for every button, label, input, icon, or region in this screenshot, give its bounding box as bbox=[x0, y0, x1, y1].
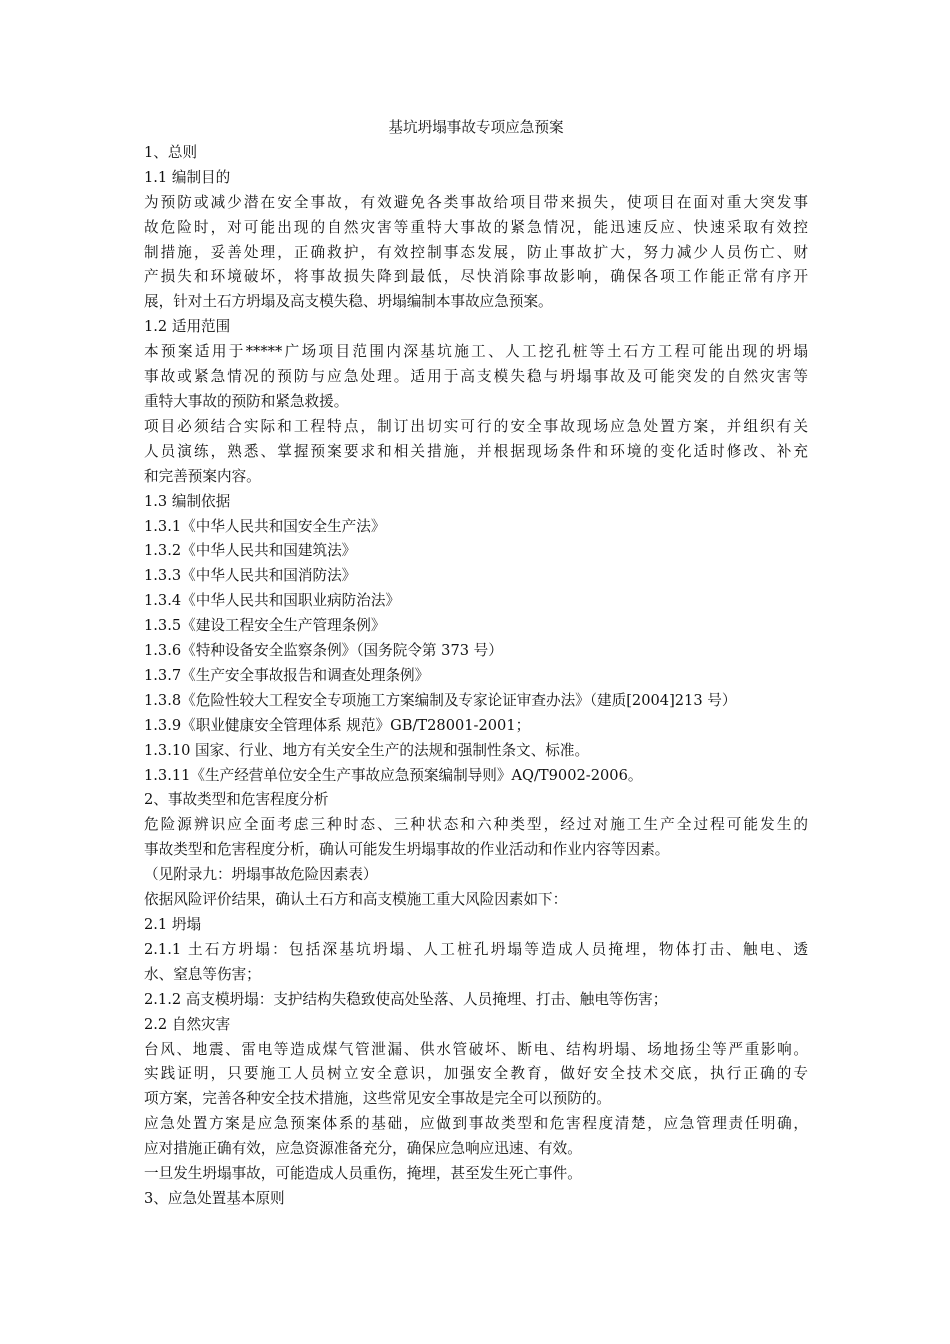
text-line: 产损失和环境破坏，将事故损失降到最低，尽快消除事故影响，确保各项工作能正常有序开 bbox=[144, 268, 808, 286]
text-line: 1.3.7《生产安全事故报告和调查处理条例》 bbox=[144, 666, 430, 684]
text-line: 1.3.5《建设工程安全生产管理条例》 bbox=[144, 617, 386, 635]
text-line: 3、应急处置基本原则 bbox=[144, 1189, 285, 1207]
text-line: 1.3.3《中华人民共和国消防法》 bbox=[144, 567, 357, 585]
text-line: 应急处置方案是应急预案体系的基础，应做到事故类型和危害程度清楚，应急管理责任明确， bbox=[144, 1115, 808, 1133]
text-line: 事故类型和危害程度分析，确认可能发生坍塌事故的作业活动和作业内容等因素。 bbox=[144, 841, 670, 859]
text-line: 1.3.6《特种设备安全监察条例》（国务院令第 373 号） bbox=[144, 642, 503, 660]
text-line: 重特大事故的预防和紧急救援。 bbox=[144, 392, 349, 410]
text-line: 和完善预案内容。 bbox=[144, 467, 261, 485]
text-line: 1.3.9《职业健康安全管理体系 规范》GB/T28001-2001； bbox=[144, 716, 531, 734]
text-line: 台风、地震、雷电等造成煤气管泄漏、供水管破坏、断电、结构坍塌、场地扬尘等严重影响。 bbox=[144, 1040, 808, 1058]
text-line: 2.1.1 土石方坍塌：包括深基坑坍塌、人工桩孔坍塌等造成人员掩埋，物体打击、触电、透 bbox=[144, 940, 808, 958]
text-line: 项目必须结合实际和工程特点，制订出切实可行的安全事故现场应急处置方案，并组织有关 bbox=[144, 417, 808, 435]
text-line: 故危险时，对可能出现的自然灾害等重特大事故的紧急情况，能迅速反应、快速采取有效控 bbox=[144, 218, 808, 236]
document-body bbox=[144, 141, 808, 1212]
text-line: 1.1 编制目的 bbox=[144, 168, 231, 186]
text-line: 1、总则 bbox=[144, 143, 198, 161]
text-line: 2.1 坍塌 bbox=[144, 916, 202, 933]
text-line: 为预防或减少潜在安全事故，有效避免各类事故给项目带来损失，使项目在面对重大突发事 bbox=[144, 193, 808, 211]
text-line: 制措施，妥善处理，正确救护，有效控制事态发展，防止事故扩大，努力减少人员伤亡、财 bbox=[144, 243, 808, 261]
text-line: 一旦发生坍塌事故，可能造成人员重伤，掩埋，甚至发生死亡事件。 bbox=[144, 1165, 582, 1183]
text-line: 事故或紧急情况的预防与应急处理。适用于高支模失稳与坍塌事故及可能突发的自然灾害等 bbox=[144, 368, 808, 386]
text-line: 项方案，完善各种安全技术措施，这些常见安全事故是完全可以预防的。 bbox=[144, 1090, 612, 1108]
text-line: 展，针对土石方坍塌及高支模失稳、坍塌编制本事故应急预案。 bbox=[144, 293, 553, 311]
text-line: 水、窒息等伤害； bbox=[144, 965, 261, 983]
text-line: 2、事故类型和危害程度分析 bbox=[144, 791, 329, 809]
text-line: 1.3.4《中华人民共和国职业病防治法》 bbox=[144, 592, 401, 610]
text-line: 人员演练，熟悉、掌握预案要求和相关措施，并根据现场条件和环境的变化适时修改、补充 bbox=[144, 442, 808, 460]
text-line: 2.2 自然灾害 bbox=[144, 1015, 231, 1033]
text-line: 1.3 编制依据 bbox=[144, 492, 231, 510]
text-line: 应对措施正确有效，应急资源准备充分，确保应急响应迅速、有效。 bbox=[144, 1140, 582, 1158]
text-line: 1.3.2《中华人民共和国建筑法》 bbox=[144, 542, 357, 560]
text-line: 1.2 适用范围 bbox=[144, 318, 231, 336]
text-line: 1.3.11《生产经营单位安全生产事故应急预案编制导则》AQ/T9002-2006。 bbox=[144, 766, 643, 784]
document-page bbox=[144, 116, 808, 1212]
text-line: 1.3.8《危险性较大工程安全专项施工方案编制及专家论证审查办法》（建质[2004]213 号） bbox=[144, 691, 737, 709]
text-line: 实践证明，只要施工人员树立安全意识，加强安全教育，做好安全技术交底，执行正确的专 bbox=[144, 1065, 808, 1083]
text-line: 2.1.2 高支模坍塌：支护结构失稳致使高处坠落、人员掩埋、打击、触电等伤害； bbox=[144, 990, 668, 1008]
text-line: 危险源辨识应全面考虑三种时态、三种状态和六种类型，经过对施工生产全过程可能发生的 bbox=[144, 816, 808, 834]
text-line: 依据风险评价结果，确认土石方和高支模施工重大风险因素如下： bbox=[144, 891, 568, 909]
text-line: 1.3.1《中华人民共和国安全生产法》 bbox=[144, 517, 386, 535]
document-title: 基坑坍塌事故专项应急预案 bbox=[388, 119, 564, 136]
text-line: 1.3.10 国家、行业、地方有关安全生产的法规和强制性条文、标准。 bbox=[144, 741, 590, 759]
text-line: 本预案适用于*****广场项目范围内深基坑施工、人工挖孔桩等土石方工程可能出现的坍塌 bbox=[144, 343, 808, 361]
text-line: （见附录九：坍塌事故危险因素表） bbox=[144, 866, 378, 884]
